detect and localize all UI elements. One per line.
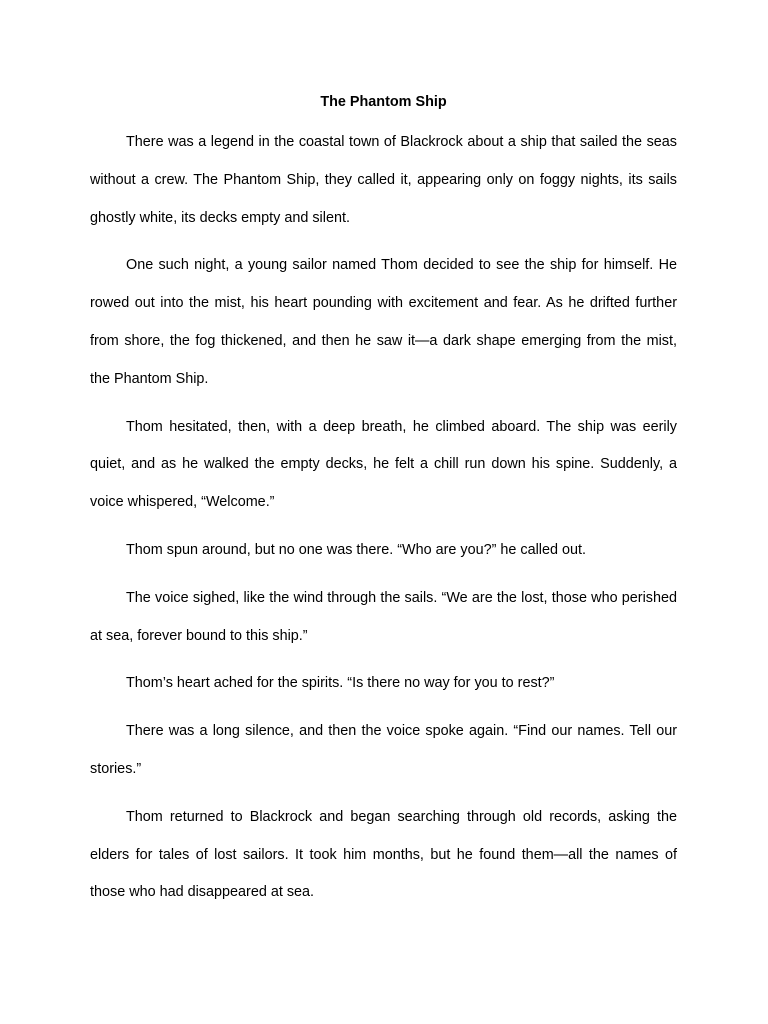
paragraph: There was a long silence, and then the voice spoke again. “Find our names. Tell our stories.” — [90, 723, 677, 777]
paragraph: One such night, a young sailor named Thom decided to see the ship for himself. He rowed out into the mist, his heart pounding with excitement and fear. As he drifted further from shore, the fog thickened, and then he saw it—a dark shape emerging from the mist, the Phantom Ship. — [90, 257, 677, 387]
document-title: The Phantom Ship — [320, 94, 447, 110]
paragraph: Thom spun around, but no one was there. “Who are you?” he called out. — [126, 541, 586, 558]
paragraph: The voice sighed, like the wind through the sails. “We are the lost, those who perished at sea, forever bound to this ship.” — [90, 589, 677, 644]
document-page — [90, 93, 677, 922]
paragraph: There was a legend in the coastal town of Blackrock about a ship that sailed the seas without a crew. The Phantom Ship, they called it, appearing only on foggy nights, its sails ghostly white, its decks empty and silent. — [90, 134, 677, 226]
paragraph: Thom hesitated, then, with a deep breath, he climbed aboard. The ship was eerily quiet, and as he walked the empty decks, he felt a chill run down his spine. Suddenly, a voice whispered, “Welcome.” — [90, 418, 677, 511]
paragraph: Thom’s heart ached for the spirits. “Is there no way for you to rest?” — [126, 675, 555, 692]
paragraph: Thom returned to Blackrock and began searching through old records, asking the elders for tales of lost sailors. It took him months, but he found them—all the names of those who had disappeared at sea. — [90, 808, 677, 901]
